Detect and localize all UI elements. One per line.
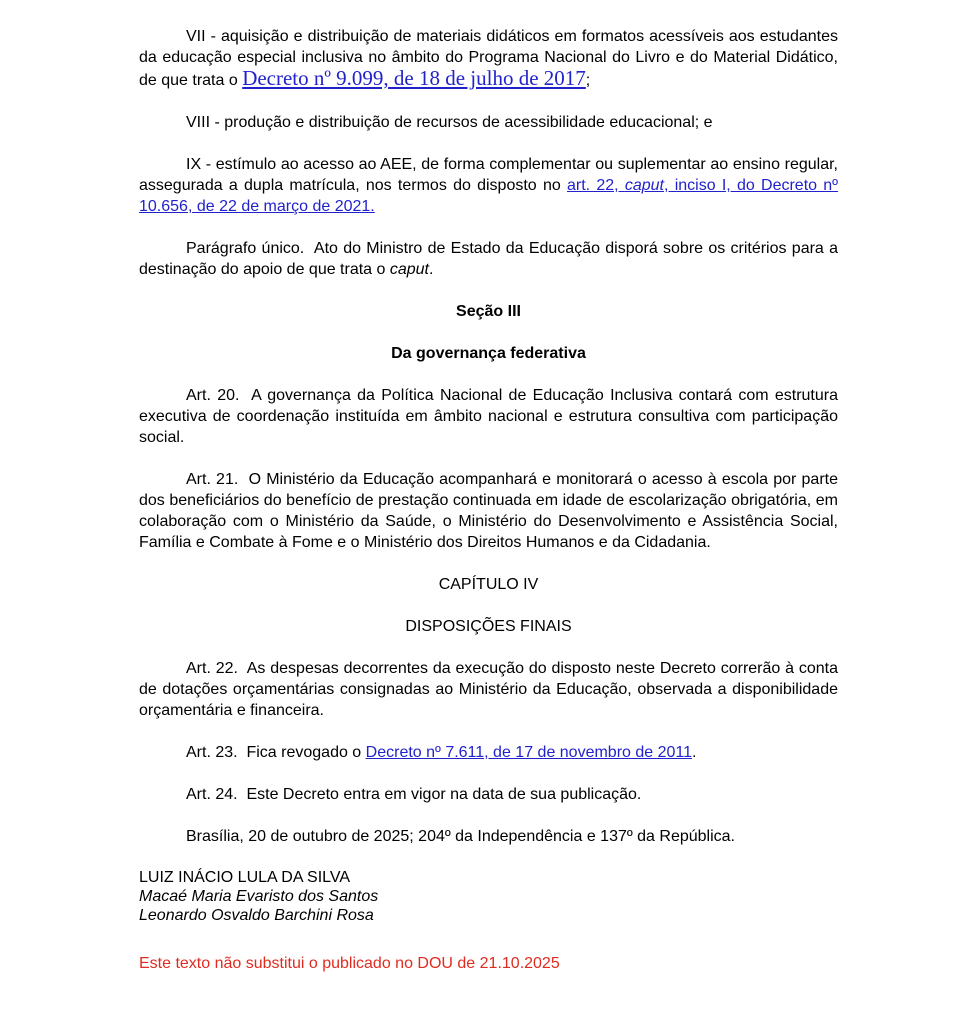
section-iii-heading: Seção III	[456, 303, 521, 320]
chapter-iv-heading: CAPÍTULO IV	[438, 576, 539, 593]
article-20: Art. 20. A governança da Política Nacional de Educação Inclusiva contará com estrutura executiva de coordenação instituída em âmbito nacional e estrutura consultiva com participação social.	[139, 387, 838, 446]
sole-paragraph-text: Parágrafo único. Ato do Ministro de Estado da Educação disporá sobre os critérios para a destinação do apoio de que trata o	[139, 240, 838, 278]
chapter-iv-subheading: DISPOSIÇÕES FINAIS	[405, 618, 572, 635]
signature-minister-secondary: Leonardo Osvaldo Barchini Rosa	[139, 907, 374, 924]
dateline: Brasília, 20 de outubro de 2025; 204º da Independência e 137º da República.	[186, 828, 735, 845]
decree-9099-link[interactable]: Decreto nº 9.099, de 18 de julho de 2017	[242, 66, 586, 90]
section-iii-subheading: Da governança federativa	[391, 345, 586, 362]
clause-vii-tail: ;	[585, 72, 591, 89]
clause-ix-text: IX - estímulo ao acesso ao AEE, de forma complementar ou suplementar ao ensino regular, assegurada a dupla matrícula, nos termos do disposto no	[139, 156, 838, 194]
clause-vii-text: VII - aquisição e distribuição de materiais didáticos em formatos acessíveis aos estudantes da educação especial inclusiva no âmbito do Programa Nacional do Livro e do Material Didático, de que trata o	[139, 28, 838, 89]
article-22: Art. 22. As despesas decorrentes da execução do disposto neste Decreto correrão à conta de dotações orçamentárias consignadas ao Ministério da Educação, observada a disponibilidade orçamentária e financeira.	[139, 660, 838, 719]
article-23	[139, 742, 838, 763]
dou-publication-notice: Este texto não substitui o publicado no DOU de 21.10.2025	[139, 955, 560, 972]
article-24: Art. 24. Este Decreto entra em vigor na data de sua publicação.	[186, 786, 642, 803]
decree-10656-link-part1: art. 22,	[567, 177, 625, 194]
clause-vii	[139, 26, 838, 91]
clause-viii-text: VIII - produção e distribuição de recursos de acessibilidade educacional; e	[186, 114, 713, 131]
clause-viii	[139, 112, 838, 133]
signature-minister-education: Macaé Maria Evaristo dos Santos	[139, 888, 379, 905]
signature-block	[139, 868, 838, 925]
sole-paragraph-caput: caput	[389, 261, 429, 278]
article-23-text: Art. 23. Fica revogado o	[186, 744, 366, 761]
sole-paragraph-tail: .	[429, 261, 434, 278]
decree-10656-link-part2: , inciso I, do Decreto nº 10.656, de 22 de março de 2021.	[139, 177, 839, 215]
decree-10656-link-caput: caput	[624, 177, 664, 194]
decree-7611-link[interactable]: Decreto nº 7.611, de 17 de novembro de 2011	[365, 744, 693, 761]
signature-president: LUIZ INÁCIO LULA DA SILVA	[139, 869, 351, 886]
sole-paragraph	[139, 238, 838, 280]
article-23-tail: .	[692, 744, 697, 761]
article-21: Art. 21. O Ministério da Educação acompanhará e monitorará o acesso à escola por parte dos beneficiários do benefício de prestação continuada em idade de escolarização obrigatória, em colaboração com o Ministério da Saúde, o Ministério do Desenvolvimento e Assistência Social, Família e Combate à Fome e o Ministério dos Direitos Humanos e da Cidadania.	[139, 471, 838, 551]
clause-ix	[139, 154, 838, 217]
